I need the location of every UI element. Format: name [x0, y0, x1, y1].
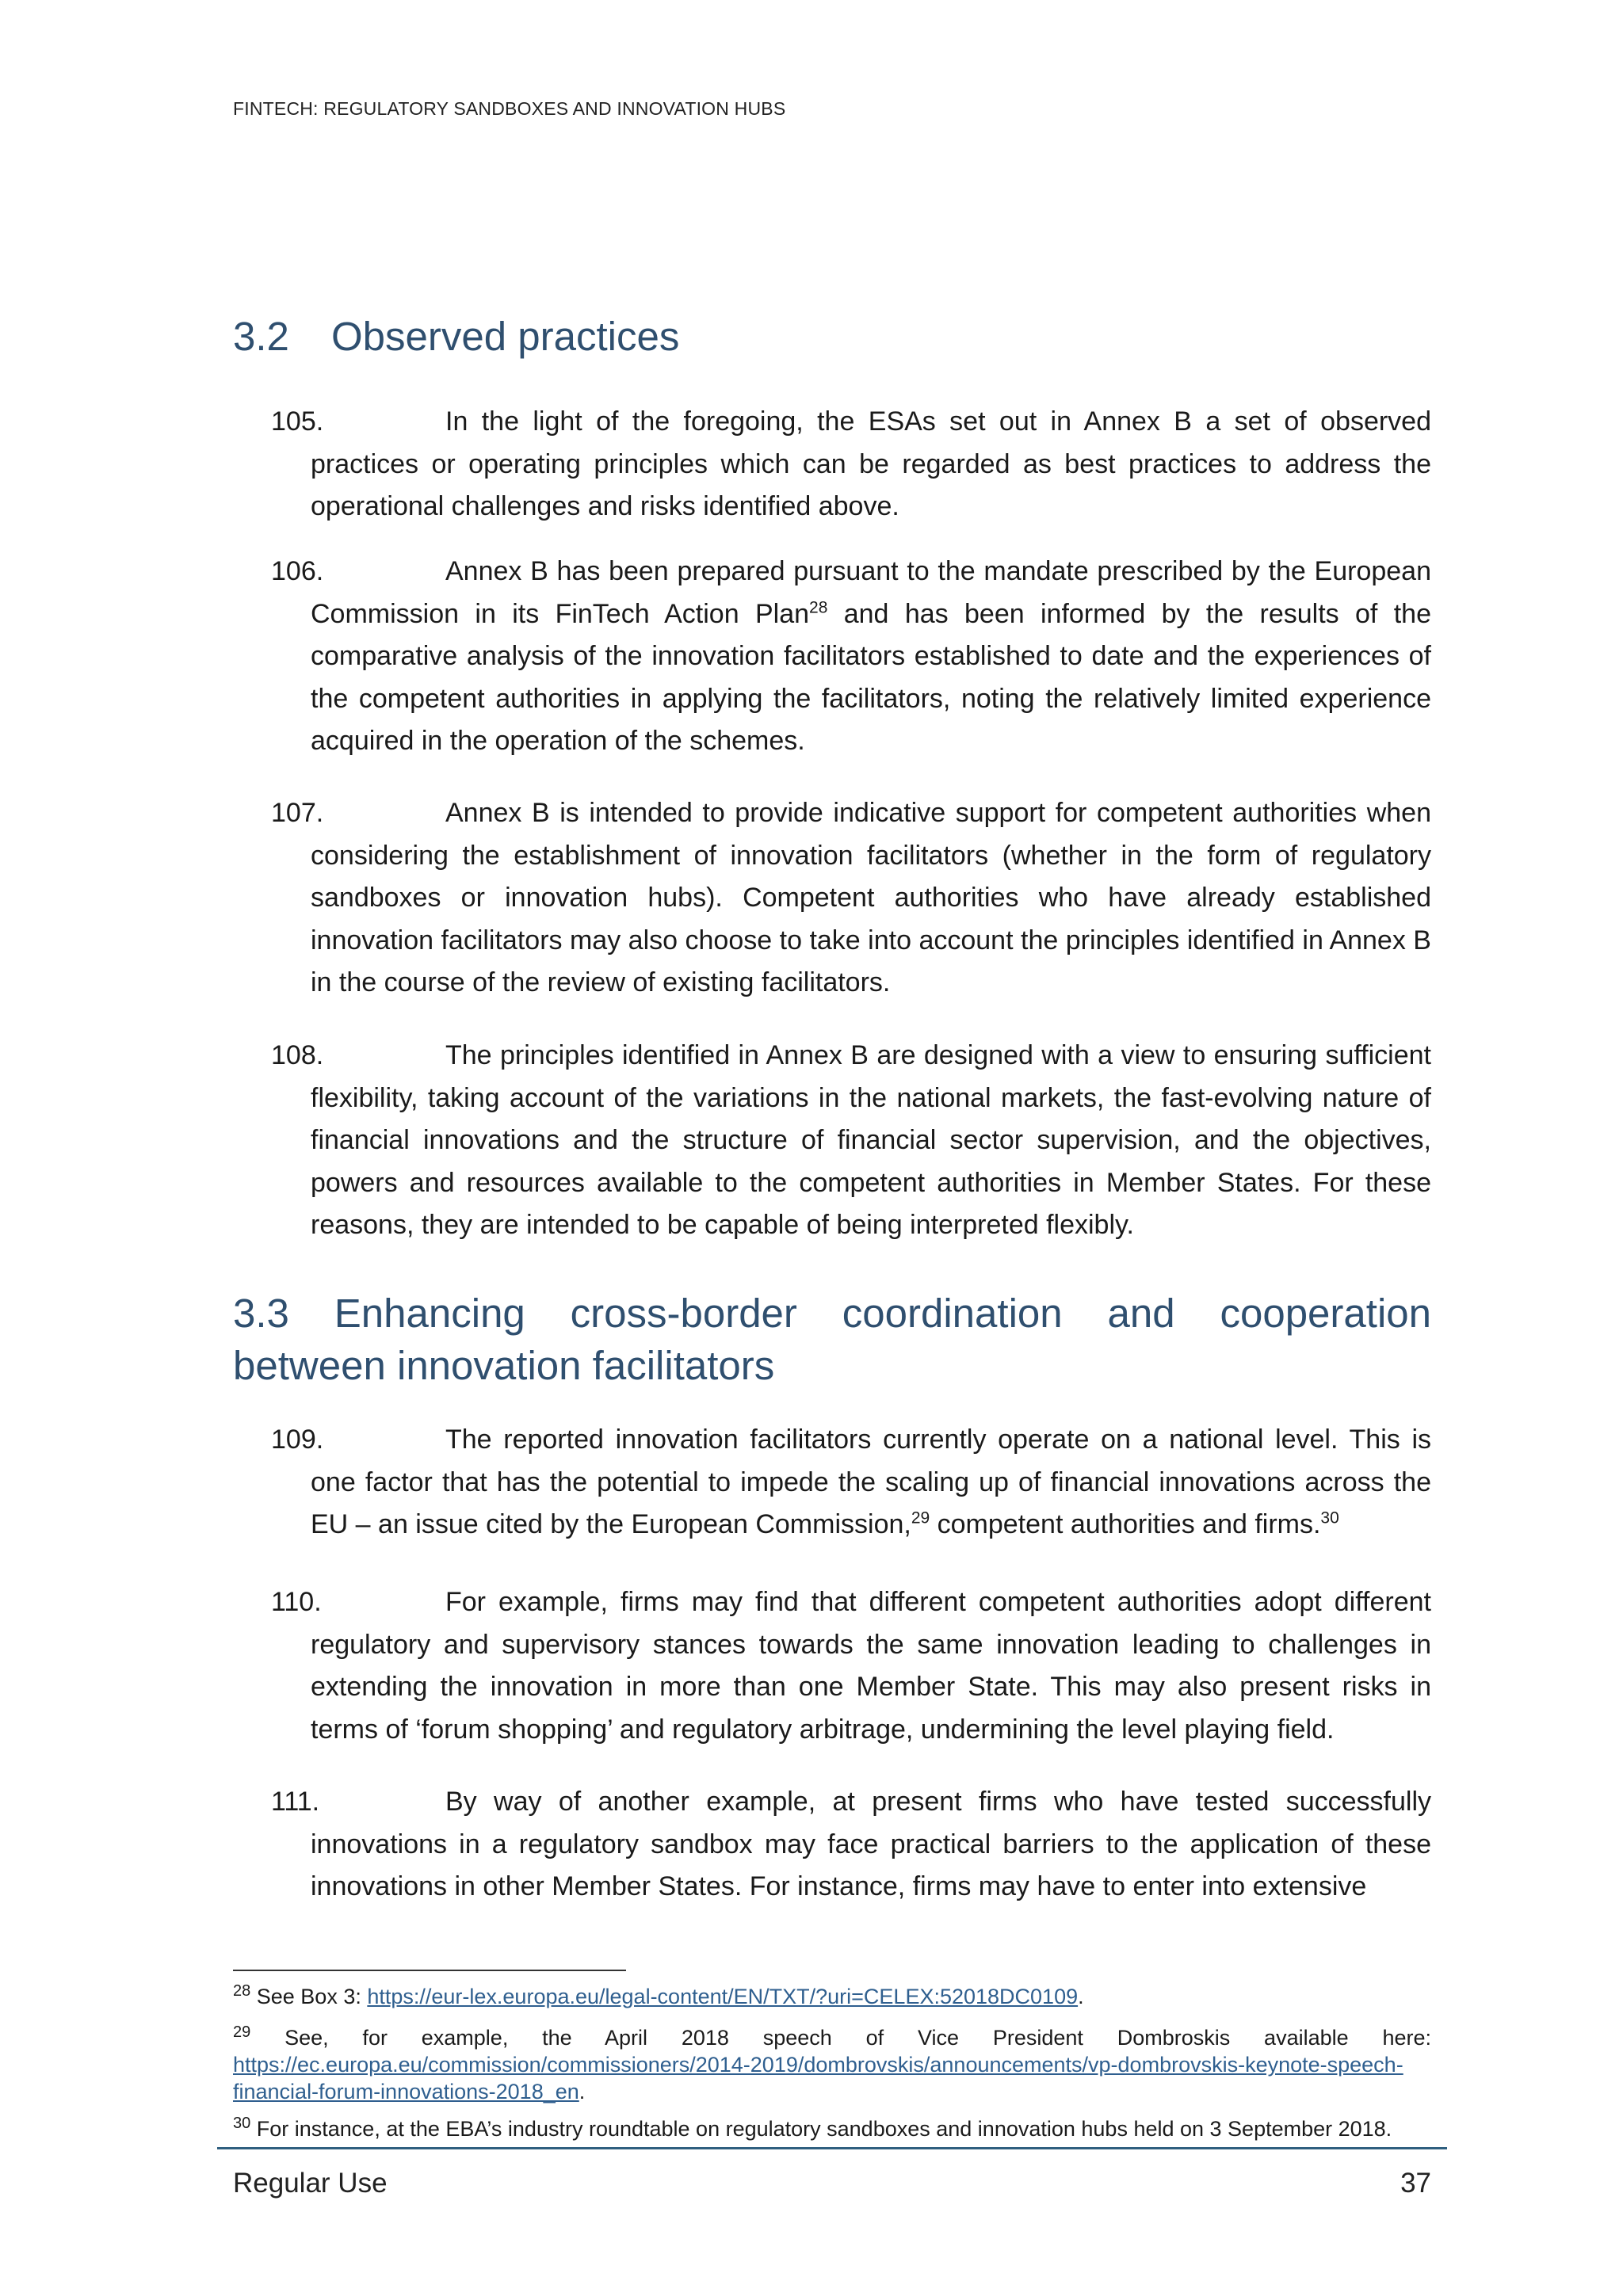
footnote-ref[interactable]: 28 — [809, 598, 828, 617]
paragraph-111 — [233, 1781, 1431, 1909]
paragraph-text-part: The reported innovation facilitators currently operate on a national level. This is one factor that has the potential to impede the scaling up of financial innovations across the EU – an issue cited by the European Commission, — [311, 1425, 1431, 1539]
page-number: 37 — [1400, 2168, 1431, 2199]
section-heading-line2: between innovation facilitators — [233, 1343, 775, 1388]
footnote-ref[interactable]: 29 — [911, 1508, 930, 1527]
paragraph-number: 106. — [271, 556, 324, 586]
paragraph-text — [311, 551, 1431, 763]
paragraph-number: 107. — [271, 798, 324, 828]
footnote-text: See Box 3: — [250, 1985, 368, 2008]
paragraph-number: 108. — [271, 1040, 324, 1070]
section-heading-3-3 — [233, 1287, 1431, 1392]
paragraph-106 — [233, 551, 1431, 763]
section-number: 3.2 — [233, 314, 289, 359]
paragraph-110 — [233, 1581, 1431, 1751]
heading-word: cooperation — [1220, 1291, 1431, 1336]
paragraph-text-part: Annex B has been prepared pursuant to the mandate prescribed by the European Commission in its FinTech Action Plan — [311, 556, 1431, 629]
footnote-29 — [233, 2024, 1431, 2105]
footnote-30 — [233, 2115, 1431, 2142]
section-number: 3.3 — [233, 1291, 289, 1336]
footnote-text: See, for example, the April 2018 speech of Vice President Dombroskis available here: — [250, 2026, 1431, 2050]
paragraph-108 — [233, 1035, 1431, 1247]
paragraph-number: 109. — [271, 1425, 324, 1455]
section-heading-3-2 — [233, 311, 1431, 363]
footnote-mark: 30 — [233, 2115, 251, 2132]
paragraph-text-part: and has been informed by the results of the comparative analysis of the innovation facilitators established to date and the experiences of the competent authorities in applying the facilitators, noting the relatively limited experience acquired in the operation of the schemes. — [311, 598, 1431, 756]
footnote-separator — [233, 1970, 626, 1971]
footer-classification: Regular Use — [233, 2168, 388, 2199]
footnote-ref[interactable]: 30 — [1320, 1508, 1339, 1527]
footnote-link[interactable]: https://ec.europa.eu/commission/commissioners/2014-2019/dombrovskis/announcements/vp-dombrovskis-keynote-speech-financial-forum-innovations-2018_en — [233, 2053, 1403, 2103]
paragraph-number: 110. — [271, 1587, 322, 1617]
running-header: FINTECH: REGULATORY SANDBOXES AND INNOVATION HUBS — [233, 98, 786, 119]
paragraph-105 — [233, 401, 1431, 528]
footnote-mark: 29 — [233, 2023, 251, 2041]
paragraph-109 — [233, 1419, 1431, 1547]
paragraph-number: 105. — [271, 406, 324, 437]
section-title: Observed practices — [331, 314, 680, 359]
paragraph-text: By way of another example, at present firms who have tested successfully innovations in a regulatory sandbox may face practical barriers to the application of these innovations in other Member States. For instance, firms may have to enter into extensive — [311, 1787, 1431, 1901]
footnote-mark: 28 — [233, 1982, 251, 2000]
heading-word: and — [1107, 1291, 1175, 1336]
paragraph-number: 111. — [271, 1787, 320, 1817]
heading-word: coordination — [842, 1291, 1063, 1336]
heading-word: Enhancing — [334, 1291, 525, 1336]
footer-rule — [217, 2147, 1447, 2149]
paragraph-text — [311, 1419, 1431, 1547]
paragraph-text: In the light of the foregoing, the ESAs set out in Annex B a set of observed practices or operating principles which can be regarded as best practices to address the operational challenges and risks identified above. — [311, 406, 1431, 521]
section-heading-line1 — [233, 1287, 1431, 1340]
paragraph-107 — [233, 792, 1431, 1005]
heading-word: cross-border — [570, 1291, 797, 1336]
footnote-text: For instance, at the EBA’s industry roundtable on regulatory sandboxes and innovation hubs held on 3 September 2018. — [250, 2117, 1392, 2141]
paragraph-text: The principles identified in Annex B are designed with a view to ensuring sufficient flexibility, taking account of the variations in the national markets, the fast-evolving nature of financial innovations and the structure of financial sector supervision, and the objectives, powers and resources available to the competent authorities in Member States. For these reasons, they are intended to be capable of being interpreted flexibly. — [311, 1040, 1431, 1240]
footnote-link[interactable]: https://eur-lex.europa.eu/legal-content/EN/TXT/?uri=CELEX:52018DC0109 — [367, 1985, 1079, 2008]
footnote-28 — [233, 1983, 1431, 2010]
paragraph-text: For example, firms may find that different competent authorities adopt different regulatory and supervisory stances towards the same innovation leading to challenges in extending the innovation in more than one Member State. This may also present risks in terms of ‘forum shopping’ and regulatory arbitrage, undermining the level playing field. — [311, 1587, 1431, 1745]
paragraph-text: Annex B is intended to provide indicative support for competent authorities when considering the establishment of innovation facilitators (whether in the form of regulatory sandboxes or innovation hubs). Competent authorities who have already established innovation facilitators may also choose to take into account the principles identified in Annex B in the course of the review of existing facilitators. — [311, 798, 1431, 997]
footnote-text: . — [579, 2080, 586, 2103]
paragraph-text-part: competent authorities and firms. — [930, 1509, 1321, 1539]
footnote-text: . — [1078, 1985, 1084, 2008]
